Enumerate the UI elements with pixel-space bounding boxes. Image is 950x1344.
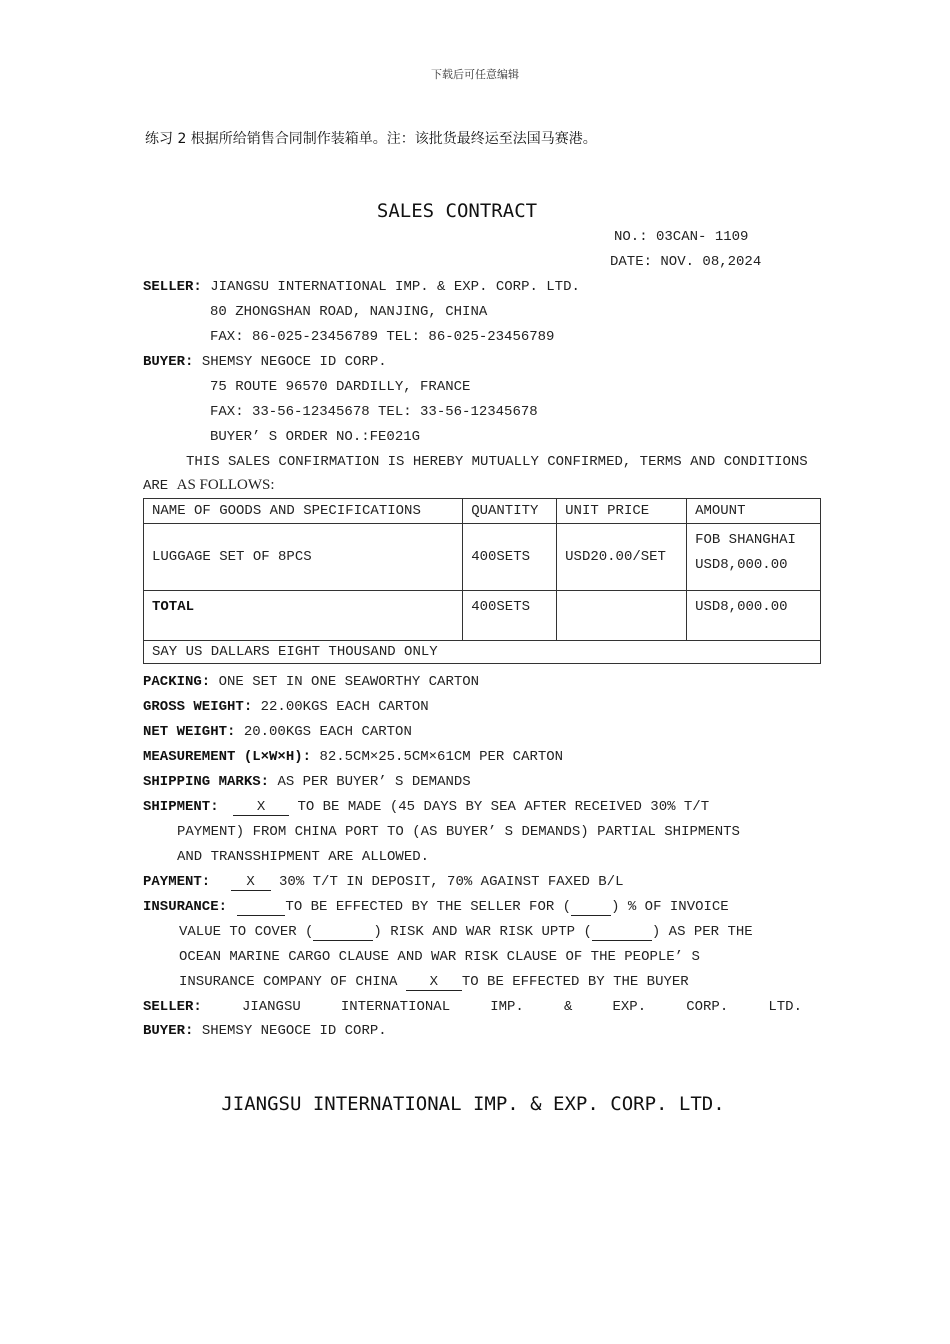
header-goods: NAME OF GOODS AND SPECIFICATIONS [144, 499, 463, 524]
insurance-text-4b: TO BE EFFECTED BY THE BUYER [461, 974, 689, 990]
signature-buyer-label: BUYER: [143, 1023, 194, 1039]
buyer-signature-line [143, 1023, 387, 1039]
header-amount: AMOUNT [687, 499, 821, 524]
contract-number: NO.: 03CAN- 1109 [614, 229, 749, 245]
shipping-marks-label: SHIPPING MARKS: [143, 774, 270, 790]
seller-address: 80 ZHONGSHAN ROAD, NANJING, CHINA [210, 304, 488, 320]
insurance-text-2b: ) RISK AND WAR RISK UPTP ( [373, 924, 592, 940]
insurance-text-2c: ) AS PER THE [651, 924, 753, 940]
exercise-instruction: 练习 2 根据所给销售合同制作装箱单。注：该批货最终运至法国马赛港。 [145, 131, 597, 147]
shipment-line-2: PAYMENT) FROM CHINA PORT TO (AS BUYER’ S DEMANDS) PARTIAL SHIPMENTS [177, 824, 740, 840]
payment-check: X [231, 875, 271, 891]
footer-company-name: JIANGSU INTERNATIONAL IMP. & EXP. CORP. LTD. [221, 1093, 725, 1115]
table-say-row [144, 641, 821, 664]
buyer-address: 75 ROUTE 96570 DARDILLY, FRANCE [210, 379, 471, 395]
gross-weight-label: GROSS WEIGHT: [143, 699, 253, 715]
buyer-order-number: BUYER’ S ORDER NO.:FE021G [210, 429, 421, 445]
header-note: 下载后可任意编辑 [431, 68, 519, 81]
insurance-text-2a: VALUE TO COVER ( [179, 924, 314, 940]
insurance-line-3: OCEAN MARINE CARGO CLAUSE AND WAR RISK CLAUSE OF THE PEOPLE’ S [179, 949, 700, 965]
payment-line [143, 874, 624, 891]
total-amount: USD8,000.00 [687, 591, 821, 641]
payment-value: 30% T/T IN DEPOSIT, 70% AGAINST FAXED B/L [279, 874, 624, 890]
insurance-check: X [406, 975, 462, 991]
measurement-label: MEASUREMENT (L×W×H): [143, 749, 312, 765]
insurance-label: INSURANCE: [143, 899, 228, 915]
insurance-blank-1 [237, 900, 285, 916]
signature-buyer-name: SHEMSY NEGOCE ID CORP. [201, 1023, 387, 1039]
table-header-row [144, 499, 821, 524]
signature-seller-word: JIANGSU [241, 999, 301, 1015]
insurance-text-1: TO BE EFFECTED BY THE SELLER FOR ( [285, 899, 572, 915]
gross-weight-value: 22.00KGS EACH CARTON [260, 699, 429, 715]
buyer-name: SHEMSY NEGOCE ID CORP. [201, 354, 387, 370]
shipping-marks-value: AS PER BUYER’ S DEMANDS [277, 774, 471, 790]
item-amount-cell [687, 524, 821, 591]
intro-as-follows: AS FOLLOWS: [176, 477, 275, 493]
shipment-label: SHIPMENT: [143, 799, 219, 815]
measurement-value: 82.5CM×25.5CM×61CM PER CARTON [319, 749, 564, 765]
measurement-line [143, 749, 563, 765]
goods-table [143, 498, 821, 664]
buyer-line [143, 354, 387, 370]
intro-are: ARE [143, 478, 177, 494]
net-weight-label: NET WEIGHT: [143, 724, 236, 740]
intro-line-1: THIS SALES CONFIRMATION IS HEREBY MUTUALLY CONFIRMED, TERMS AND CONDITIONS [186, 454, 808, 470]
signature-seller-label: SELLER: [143, 999, 202, 1015]
table-total-row [144, 591, 821, 641]
document-title: SALES CONTRACT [376, 200, 538, 222]
signature-seller-word: INTERNATIONAL [340, 999, 451, 1015]
item-amount: USD8,000.00 [695, 557, 788, 573]
packing-label: PACKING: [143, 674, 211, 690]
seller-signature-line [143, 999, 802, 1015]
signature-seller-word: LTD. [768, 999, 802, 1015]
gross-weight-line [143, 699, 429, 715]
buyer-label: BUYER: [143, 354, 194, 370]
table-row [144, 524, 821, 591]
signature-seller-word: EXP. [612, 999, 647, 1015]
signature-seller-word: IMP. [490, 999, 524, 1015]
insurance-line-1 [143, 899, 729, 916]
insurance-blank-cover [313, 925, 373, 941]
net-weight-line [143, 724, 412, 740]
seller-contact: FAX: 86-025-23456789 TEL: 86-025-23456789 [210, 329, 555, 345]
shipment-text-1: TO BE MADE (45 DAYS BY SEA AFTER RECEIVED 30% T/T [297, 799, 710, 815]
intro-line-2 [143, 477, 275, 494]
item-name: LUGGAGE SET OF 8PCS [144, 524, 463, 591]
insurance-text-4a: INSURANCE COMPANY OF CHINA [179, 974, 398, 990]
contract-date: DATE: NOV. 08,2024 [610, 254, 762, 270]
total-label: TOTAL [144, 591, 463, 641]
net-weight-value: 20.00KGS EACH CARTON [243, 724, 412, 740]
header-unit-price: UNIT PRICE [557, 499, 687, 524]
shipment-line-1 [143, 799, 709, 816]
shipment-line-3: AND TRANSSHIPMENT ARE ALLOWED. [177, 849, 430, 865]
packing-line [143, 674, 479, 690]
seller-name: JIANGSU INTERNATIONAL IMP. & EXP. CORP. LTD. [210, 279, 580, 295]
shipping-marks-line [143, 774, 471, 790]
seller-label: SELLER: [143, 279, 202, 295]
insurance-line-4 [179, 974, 689, 991]
payment-label: PAYMENT: [143, 874, 211, 890]
signature-seller-word: CORP. [686, 999, 729, 1015]
item-amount-terms: FOB SHANGHAI [695, 532, 796, 548]
shipment-check: X [233, 800, 289, 816]
insurance-blank-percent [571, 900, 611, 916]
insurance-blank-uptp [592, 925, 652, 941]
header-quantity: QUANTITY [463, 499, 557, 524]
item-quantity: 400SETS [463, 524, 557, 591]
buyer-contact: FAX: 33-56-12345678 TEL: 33-56-12345678 [210, 404, 538, 420]
insurance-text-1-end: ) % OF INVOICE [611, 899, 729, 915]
total-quantity: 400SETS [463, 591, 557, 641]
seller-line [143, 279, 580, 295]
item-unit-price: USD20.00/SET [557, 524, 687, 591]
packing-value: ONE SET IN ONE SEAWORTHY CARTON [218, 674, 480, 690]
say-amount-in-words: SAY US DALLARS EIGHT THOUSAND ONLY [144, 641, 821, 664]
total-unit-price [557, 591, 687, 641]
signature-seller-word: & [563, 999, 573, 1015]
insurance-line-2 [179, 924, 753, 941]
